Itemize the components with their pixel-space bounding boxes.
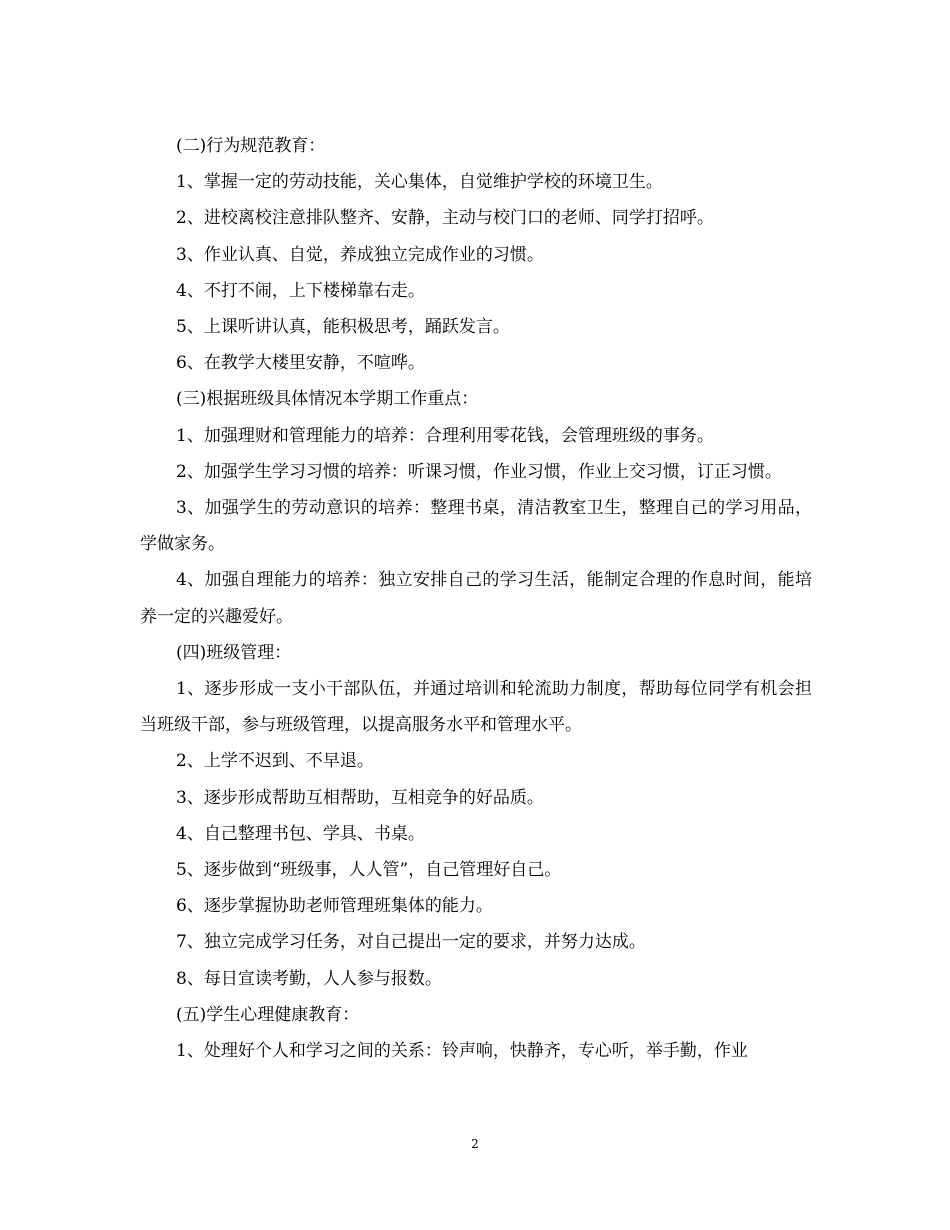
paragraph: 7、独立完成学习任务，对自己提出一定的要求，并努力达成。 bbox=[176, 932, 646, 953]
paragraph: 3、逐步形成帮助互相帮助，互相竞争的好品质。 bbox=[176, 787, 544, 808]
paragraph: 4、自己整理书包、学具、书桌。 bbox=[176, 823, 425, 844]
paragraph: 1、掌握一定的劳动技能，关心集体，自觉维护学校的环境卫生。 bbox=[176, 172, 663, 193]
section-heading-focus: (三)根据班级具体情况本学期工作重点： bbox=[176, 389, 479, 410]
paragraph: 5、上课听讲认真，能积极思考，踊跃发言。 bbox=[176, 317, 510, 338]
document-body bbox=[140, 128, 812, 1069]
paragraph: 6、在教学大楼里安静，不喧哗。 bbox=[176, 353, 425, 374]
paragraph: 2、上学不迟到、不早退。 bbox=[176, 751, 374, 772]
section-heading-behavior: (二)行为规范教育： bbox=[176, 136, 326, 156]
section-heading-class-management: (四)班级管理： bbox=[176, 642, 292, 663]
paragraph: 4、不打不闹，上下楼梯靠右走。 bbox=[176, 280, 425, 301]
paragraph: 3、作业认真、自觉，养成独立完成作业的习惯。 bbox=[176, 244, 544, 265]
paragraph: 6、逐步掌握协助老师管理班集体的能力。 bbox=[176, 896, 493, 917]
paragraph: 1、逐步形成一支小干部队伍，并通过培训和轮流助力制度，帮助每位同学有机会担当班级干部，参与班级管理，以提高服务水平和管理水平。 bbox=[140, 679, 812, 736]
paragraph: 1、处理好个人和学习之间的关系：铃声响，快静齐，专心听，举手勤，作业 bbox=[176, 1041, 748, 1062]
page-number: 2 bbox=[471, 1137, 479, 1151]
paragraph: 2、加强学生学习习惯的培养：听课习惯，作业习惯，作业上交习惯，订正习惯。 bbox=[176, 461, 782, 482]
paragraph: 3、加强学生的劳动意识的培养：整理书桌，清洁教室卫生，整理自己的学习用品，学做家务。 bbox=[140, 498, 812, 555]
section-heading-mental-health: (五)学生心理健康教育： bbox=[176, 1004, 360, 1025]
paragraph: 8、每日宣读考勤，人人参与报数。 bbox=[176, 968, 442, 989]
paragraph: 4、加强自理能力的培养：独立安排自己的学习生活，能制定合理的作息时间，能培养一定的兴趣爱好。 bbox=[140, 570, 812, 627]
paragraph: 1、加强理财和管理能力的培养：合理利用零花钱，会管理班级的事务。 bbox=[176, 425, 714, 446]
paragraph: 2、进校离校注意排队整齐、安静，主动与校门口的老师、同学打招呼。 bbox=[176, 208, 714, 229]
paragraph: 5、逐步做到“班级事，人人管”，自己管理好自己。 bbox=[176, 860, 562, 881]
